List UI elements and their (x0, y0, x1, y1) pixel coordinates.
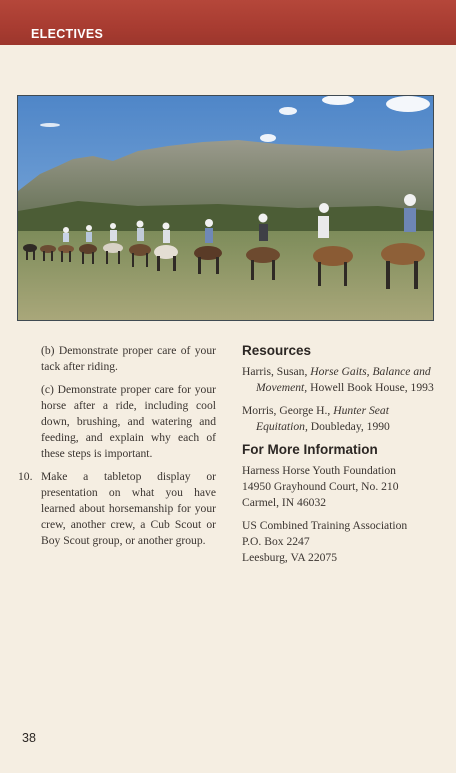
page-number: 38 (22, 731, 36, 745)
org-street: P.O. Box 2247 (242, 535, 310, 548)
resource-author: Harris, Susan, (242, 365, 311, 378)
resource-publisher: Howell Book House, 1993 (307, 381, 434, 394)
requirement-item-10 (18, 469, 216, 549)
resource-publisher: Doubleday, 1990 (307, 420, 390, 433)
requirement-item-c: (c) Demonstrate proper care for your horse after a ride, including cool down, brushing, and watering and feeding, and explain why each of these steps is important. (41, 383, 216, 460)
resources-heading: Resources (242, 343, 312, 358)
organization-address (242, 518, 438, 566)
org-city: Leesburg, VA 22075 (242, 551, 338, 564)
resource-author: Morris, George H., (242, 404, 334, 417)
org-name: US Combined Training Association (242, 519, 408, 532)
section-header-bar (0, 0, 456, 45)
org-street: 14950 Grayhound Court, No. 210 (242, 480, 399, 493)
org-city: Carmel, IN 46032 (242, 496, 327, 509)
more-info-heading: For More Information (242, 442, 378, 457)
resource-title: Hunter Seat Equitation, (256, 404, 389, 433)
organization-address (242, 463, 438, 511)
org-name: Harness Horse Youth Foundation (242, 464, 396, 477)
requirement-item-b: (b) Demonstrate proper care of your tack after riding. (41, 344, 216, 373)
resource-item (242, 364, 438, 396)
requirement-text: Make a tabletop display or presentation on what you have learned about horsemanship for your crew, another crew, a Cub Scout or Boy Scout group, or another group. (41, 470, 216, 547)
resource-title: Horse Gaits, Balance and Movement, (256, 365, 431, 394)
resource-item (242, 403, 438, 435)
requirements-column (18, 343, 216, 549)
section-label: ELECTIVES (31, 27, 104, 41)
resources-column (242, 343, 438, 573)
requirement-number: 10. (18, 470, 33, 483)
trail-ride-photo (17, 95, 434, 321)
